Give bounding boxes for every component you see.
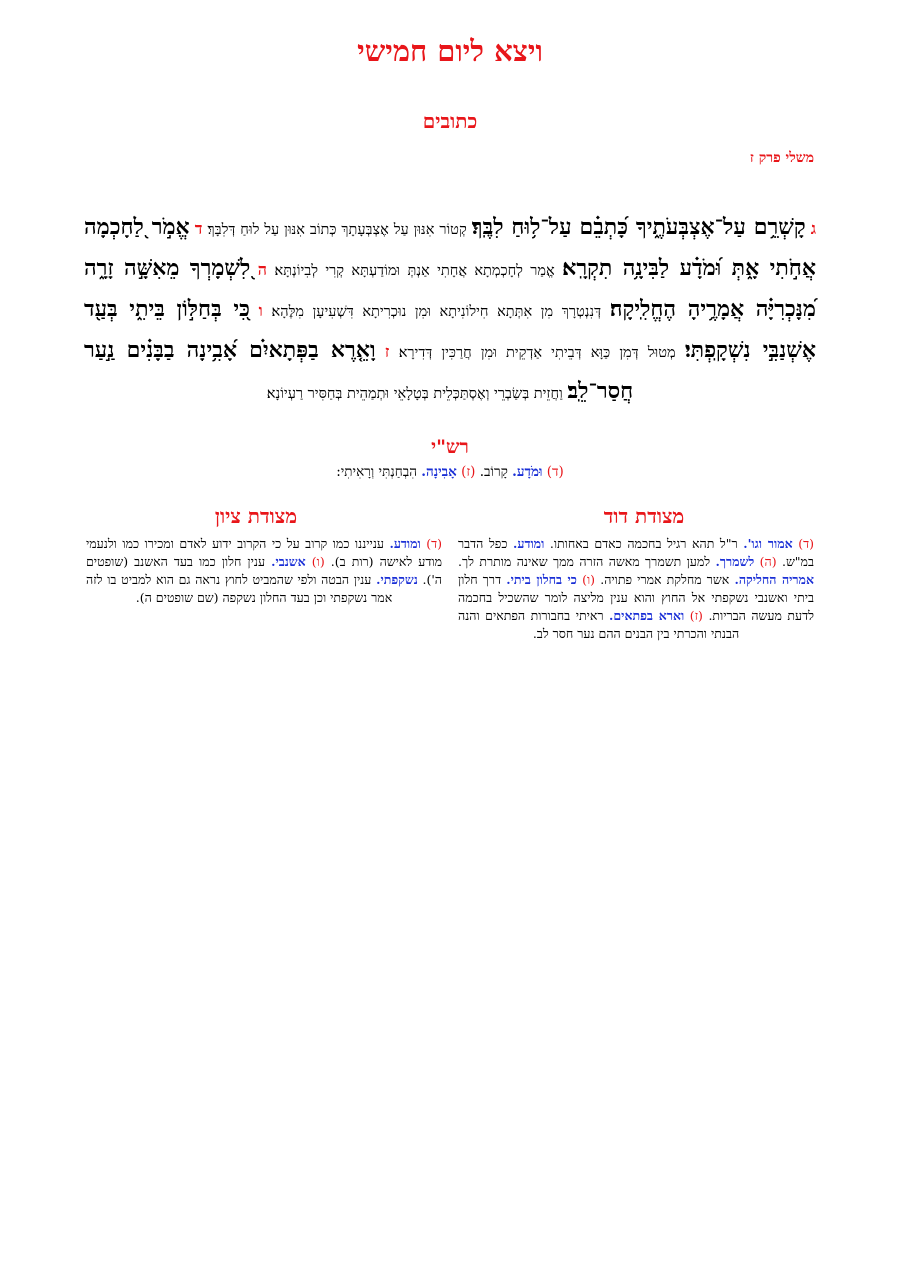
commentary-label: (ד): [546, 464, 564, 480]
commentary-label: (ו): [311, 554, 325, 569]
targum-text: אֱמַר לְחָכְמְתָא אֲחָתִי אַנְתְּ וּמוֹדַעְתָּא קְרִי לְבִיוֹנְתָּא׃: [274, 263, 555, 279]
verse-text: לִ֭שְׁמָרְךָ מֵאִשָּׁ֣ה זָרָ֑ה מִ֝נָּכְרִיָּ֗ה אֲמָרֶ֥יהָ הֶחֱלִֽיקָה׃: [84, 255, 816, 322]
commentary-keyword: אמריה החליקה.: [734, 572, 814, 587]
verse-text: אֱמֹ֣ר לַ֭חָכְמָה אֲחֹ֣תִי אָ֑תְּ וּ֝מֹדָ֗ע לַבִּינָ֥ה תִקְרָֽא׃: [84, 214, 816, 281]
metzudat-david-header: מצודת דוד: [603, 504, 685, 528]
metzudat-zion-header: מצודת ציון: [214, 504, 298, 528]
targum-text: מְטוּל דְּמִן כַּוָּא דְּבֵיתִי אַדְקֵית וּמִן חֲרַכִּין דְּדִירָא׃: [398, 345, 676, 361]
verse-text: וָאֵ֤רֶא בַפְּתָאיִ֗ם אָ֝בִ֥ינָה בַבָּנִ֗ים נַ֣עַר חֲסַר־לֵֽב׃: [84, 337, 634, 404]
verse-text: קָשְׁרֵ֥ם עַל־אֶצְבְּעֹתֶ֑יךָ כָּ֝תְבֵ֗ם עַל־ל֥וּחַ לִבֶּֽךָ׃: [471, 214, 806, 240]
commentary-text: ראיתי בחבורות הפתאים והנה הבנתי והכרתי בין הבנים ההם נער חסר לב.: [458, 608, 740, 641]
commentary-text: למען תשמרך מאשה הזרה ממך שאינה מותרת לך.: [458, 554, 711, 569]
section-subtitle: כתובים: [422, 109, 478, 133]
targum-text: וַחֲזֵית בְּשַׂבְרֵי וְאֶסְתַּכְּלֵית בְּטָלָאֵי וּתְמַהֵית בְּחַסִּיר רַעְיוֹנָא׃: [266, 386, 563, 402]
commentary-label: (ד): [426, 536, 442, 551]
chapter-label: משלי פרק ז: [749, 150, 814, 166]
targum-text: קְטוֹר אִנּוּן עַל אֶצְבְּעָתָךְ כְּתוֹב אִנּוּן עַל לוּחַ דְּלִבָּךְ׃: [207, 222, 467, 238]
commentary-keyword: אָבִינָה.: [421, 464, 457, 480]
commentary-text: ענין הבטה ולפי שהמביט לחוץ נראה גם הוא למביט בו לזה אמר נשקפתי וכן בעד החלון נשקפה (שם שופטים ה).: [86, 572, 393, 605]
commentary-label: (ד): [798, 536, 814, 551]
commentary-keyword: אשנבי.: [271, 554, 306, 569]
commentary-label: (ז): [461, 464, 476, 480]
commentary-text: דרך חלון ביתי ואשנבי נשקפתי אל החוץ והוא ענין מליצה לומר שהשכיל בחכמה לדעת מעשה הבריות.: [458, 572, 814, 623]
commentary-text: אשר מחלקת אמרי פתויה.: [600, 572, 730, 587]
commentary-keyword: אמור וגו'.: [743, 536, 793, 551]
verse-number: ג: [810, 219, 816, 238]
commentary-text: כפל הדבר במ"ש.: [458, 536, 814, 569]
verse-number: ז: [384, 342, 390, 361]
rashi-commentary: [0, 464, 900, 480]
commentary-label: (ה): [759, 554, 777, 569]
commentary-keyword: ומודע.: [513, 536, 545, 551]
commentary-text: קָרוֹב.: [479, 464, 508, 480]
verse-number: ה: [257, 260, 267, 279]
page-title: ויצא ליום חמישי: [357, 34, 543, 68]
verse-number: ו: [258, 301, 263, 320]
commentary-text: ר"ל תהא רגיל בחכמה כאדם באחותו.: [549, 536, 738, 551]
commentary-keyword: נשקפתי.: [376, 572, 418, 587]
commentary-keyword: כי בחלון ביתי.: [506, 572, 577, 587]
commentary-label: (ו): [582, 572, 596, 587]
commentary-keyword: ומודע.: [389, 536, 421, 551]
rashi-header: רש"י: [431, 436, 469, 458]
commentary-keyword: וארא בפתאים.: [609, 608, 685, 623]
verse-number: ד: [194, 219, 203, 238]
commentary-text: הִבְחַנְתִּי וְרָאִיתִי:: [336, 464, 417, 480]
metzudat-zion-commentary: [86, 535, 442, 607]
commentary-label: (ז): [689, 608, 703, 623]
metzudat-david-commentary: [458, 535, 814, 643]
verses-block: [84, 208, 816, 413]
targum-text: דְּנִנְטְרָךְ מִן אִתְּתָא חִילוֹנִיתָא וּמִן נוּכְרִיתָא דִּשְׁעִיעָן מִלֶּהָא׃: [271, 304, 602, 320]
commentary-keyword: וּמֹדָע.: [512, 464, 543, 480]
commentary-keyword: לשמרך.: [715, 554, 755, 569]
commentary-text: ענין חלון כמו בעד האשנב (שופטים ה').: [86, 554, 442, 587]
verse-text: כִּ֭י בְּחַלּ֣וֹן בֵּיתִ֑י בְּעַ֖ד אֶשְׁנַבִּ֣י נִשְׁקָֽפְתִּי׃: [84, 296, 816, 363]
commentary-text: ענייננו כמו קרוב על כי הקרוב ידוע לאדם ומכירו כמו ולנעמי מודע לאישה (רות ב).: [86, 536, 442, 569]
